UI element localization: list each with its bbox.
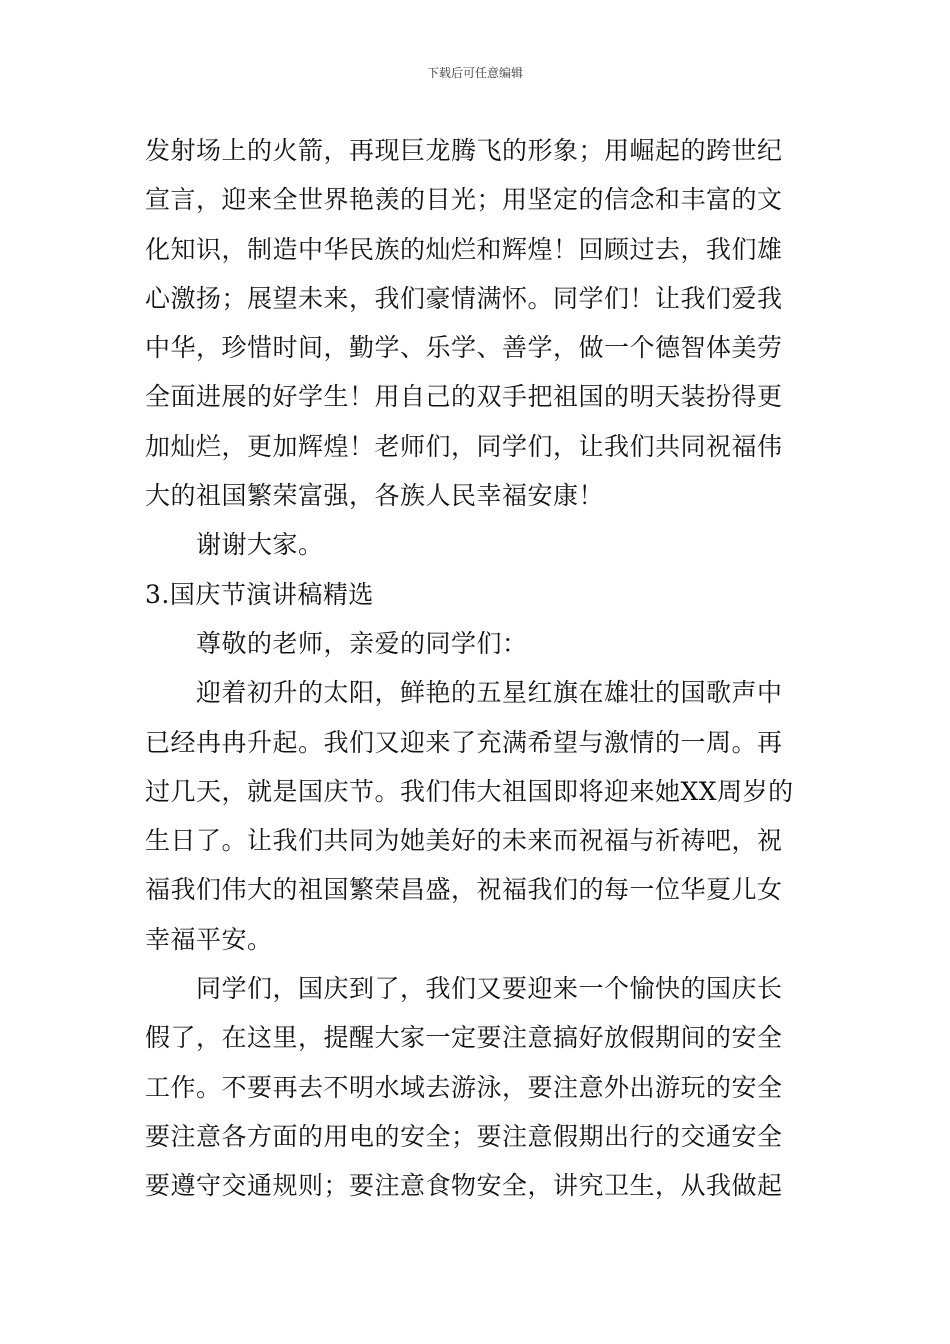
text-line: 化知识，制造中华民族的灿烂和辉煌！回顾过去，我们雄 xyxy=(145,234,783,264)
text-line: 要注意各方面的用电的安全；要注意假期出行的交通安全 xyxy=(145,1121,783,1151)
text-line: 迎着初升的太阳，鲜艳的五星红旗在雄壮的国歌声中 xyxy=(196,678,783,708)
text-line: 谢谢大家。 xyxy=(196,530,324,560)
text-line: 宣言，迎来全世界艳羡的目光；用坚定的信念和丰富的文 xyxy=(145,185,783,215)
text-line: 要遵守交通规则；要注意食物安全，讲究卫生，从我做起 xyxy=(145,1171,783,1201)
text-line: 幸福平安。 xyxy=(145,924,273,954)
text-line: 心激扬；展望未来，我们豪情满怀。同学们！让我们爱我 xyxy=(145,283,783,313)
text-line: 3.国庆节演讲稿精选 xyxy=(145,579,374,609)
page-header: 下载后可任意编辑 xyxy=(426,66,523,80)
text-line: 福我们伟大的祖国繁荣昌盛，祝福我们的每一位华夏儿女 xyxy=(145,875,783,905)
text-line: 全面进展的好学生！用自己的双手把祖国的明天装扮得更 xyxy=(145,382,783,412)
text-line: 同学们，国庆到了，我们又要迎来一个愉快的国庆长 xyxy=(196,974,783,1004)
text-line: 已经冉冉升起。我们又迎来了充满希望与激情的一周。再 xyxy=(145,727,783,757)
text-line: 尊敬的老师，亲爱的同学们： xyxy=(196,628,528,658)
text-line: 加灿烂，更加辉煌！老师们，同学们，让我们共同祝福伟 xyxy=(145,431,783,461)
text-line: 工作。不要再去不明水域去游泳，要注意外出游玩的安全 xyxy=(145,1072,783,1102)
text-line: 大的祖国繁荣富强，各族人民幸福安康！ xyxy=(145,481,605,511)
body-text xyxy=(145,126,815,1211)
text-line: 假了，在这里，提醒大家一定要注意搞好放假期间的安全 xyxy=(145,1023,783,1053)
text-line: 中华，珍惜时间，勤学、乐学、善学，做一个德智体美劳 xyxy=(145,333,783,363)
text-line: 过几天，就是国庆节。我们伟大祖国即将迎来她XX周岁的 xyxy=(145,776,794,806)
text-line: 生日了。让我们共同为她美好的未来而祝福与祈祷吧，祝 xyxy=(145,826,783,856)
text-line: 发射场上的火箭，再现巨龙腾飞的形象；用崛起的跨世纪 xyxy=(145,136,783,165)
